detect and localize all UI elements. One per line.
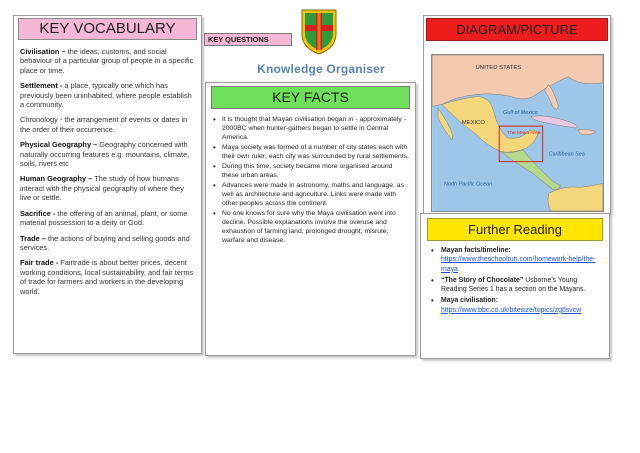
map-label-mexico: MEXICO: [461, 120, 486, 127]
vocab-term-civilisation: Civilisation – the ideas, customs, and social behaviour of a particular group of people in a specific place or time.: [20, 47, 194, 75]
theschoolrun-link[interactable]: https://www.theschoolrun.com/homework-help/the-maya: [441, 256, 596, 273]
key-vocabulary-title: KEY VOCABULARY: [18, 18, 197, 40]
fact-item: • During this time, society became more organised around these urban areas.: [222, 162, 410, 180]
maya-area-map: [431, 54, 604, 212]
vocab-term-sacrifice: Sacrifice - the offering of an animal, plant, or some material possession to a deity or God.: [20, 208, 188, 228]
fact-item: • It is thought that Mayan civilisation began in - approximately - 2000BC when hunter-gathers began to settle in Central America.: [222, 115, 410, 142]
vocab-term-human-geography: Human Geography – The study of how humans interact with the physical geography of where they live or settle.: [20, 174, 184, 203]
further-reading-title: Further Reading: [427, 218, 603, 241]
key-questions-label: KEY QUESTIONS: [204, 33, 292, 46]
reading-item-chocolate: [441, 276, 603, 295]
key-facts-list: [211, 115, 410, 245]
vocab-term-chronology: Chronology - the arrangement of events or dates in the order of their occurrence.: [20, 115, 188, 134]
further-reading-panel: [420, 213, 610, 359]
knowledge-organiser-title: Knowledge Organiser: [257, 62, 385, 76]
reading-item-label: “The Story of Chocolate”: [441, 276, 524, 284]
map-label-maya-area: The Maya Area: [507, 130, 541, 136]
reading-item-mayan-facts: [441, 246, 603, 274]
school-crest-icon: [300, 8, 338, 56]
reading-item-maya-civilisation: [441, 296, 603, 315]
diagram-picture-panel: [423, 15, 611, 215]
map-label-pacific: North Pacific Ocean: [443, 181, 493, 188]
map-label-gulf: Gulf of Mexico: [503, 110, 538, 117]
fact-item: • Maya society was formed of a number of city states each with their own ruler; each city was surrounded by rural settlements.: [222, 143, 410, 161]
fact-item: • No one knows for sure why the Maya civilisation went into decline. Possible explanations involve the overuse and exhaustion of farming land, prolonged drought, misrule, warfare and disease.: [222, 209, 410, 245]
bbc-bitesize-link[interactable]: https://www.bbc.co.uk/bitesize/topics/zg6svcw: [441, 306, 582, 314]
reading-item-label: Maya civilisation:: [441, 297, 499, 305]
key-facts-title: KEY FACTS: [211, 86, 410, 109]
key-facts-panel: [205, 82, 416, 356]
further-reading-list: [427, 246, 603, 315]
key-vocabulary-panel: [13, 15, 202, 354]
reading-item-label: Mayan facts/timeline:: [441, 247, 511, 254]
fact-item: • Advances were made in astronomy, maths and language, as well as architecture and agriculture. Links were made with other peoples across the continent.: [222, 181, 410, 208]
vocab-term-trade: Trade – the actions of buying and selling goods and services.: [20, 233, 190, 252]
vocab-term-physical-geography: Physical Geography – Geography concerned with naturally occurring features e.g. mountains, climate, soils, rivers etc: [20, 140, 190, 169]
reading-item-text: Usborne’s Young Reading Series 1 has a section on the Mayans.: [441, 276, 586, 294]
vocab-term-settlement: Settlement - a place, typically one which has previously been uninhabited, where people establish a community.: [20, 81, 192, 110]
map-label-us: UNITED STATES: [475, 64, 522, 71]
map-label-caribbean: Caribbean Sea: [548, 151, 585, 158]
vocab-term-fair-trade: Fair trade - Fairtrade is about better prices, decent working conditions, local sustainability, and fair terms of trade for farmers and workers in the developing world.: [20, 258, 194, 296]
diagram-picture-title: DIAGRAM/PICTURE: [426, 18, 608, 41]
